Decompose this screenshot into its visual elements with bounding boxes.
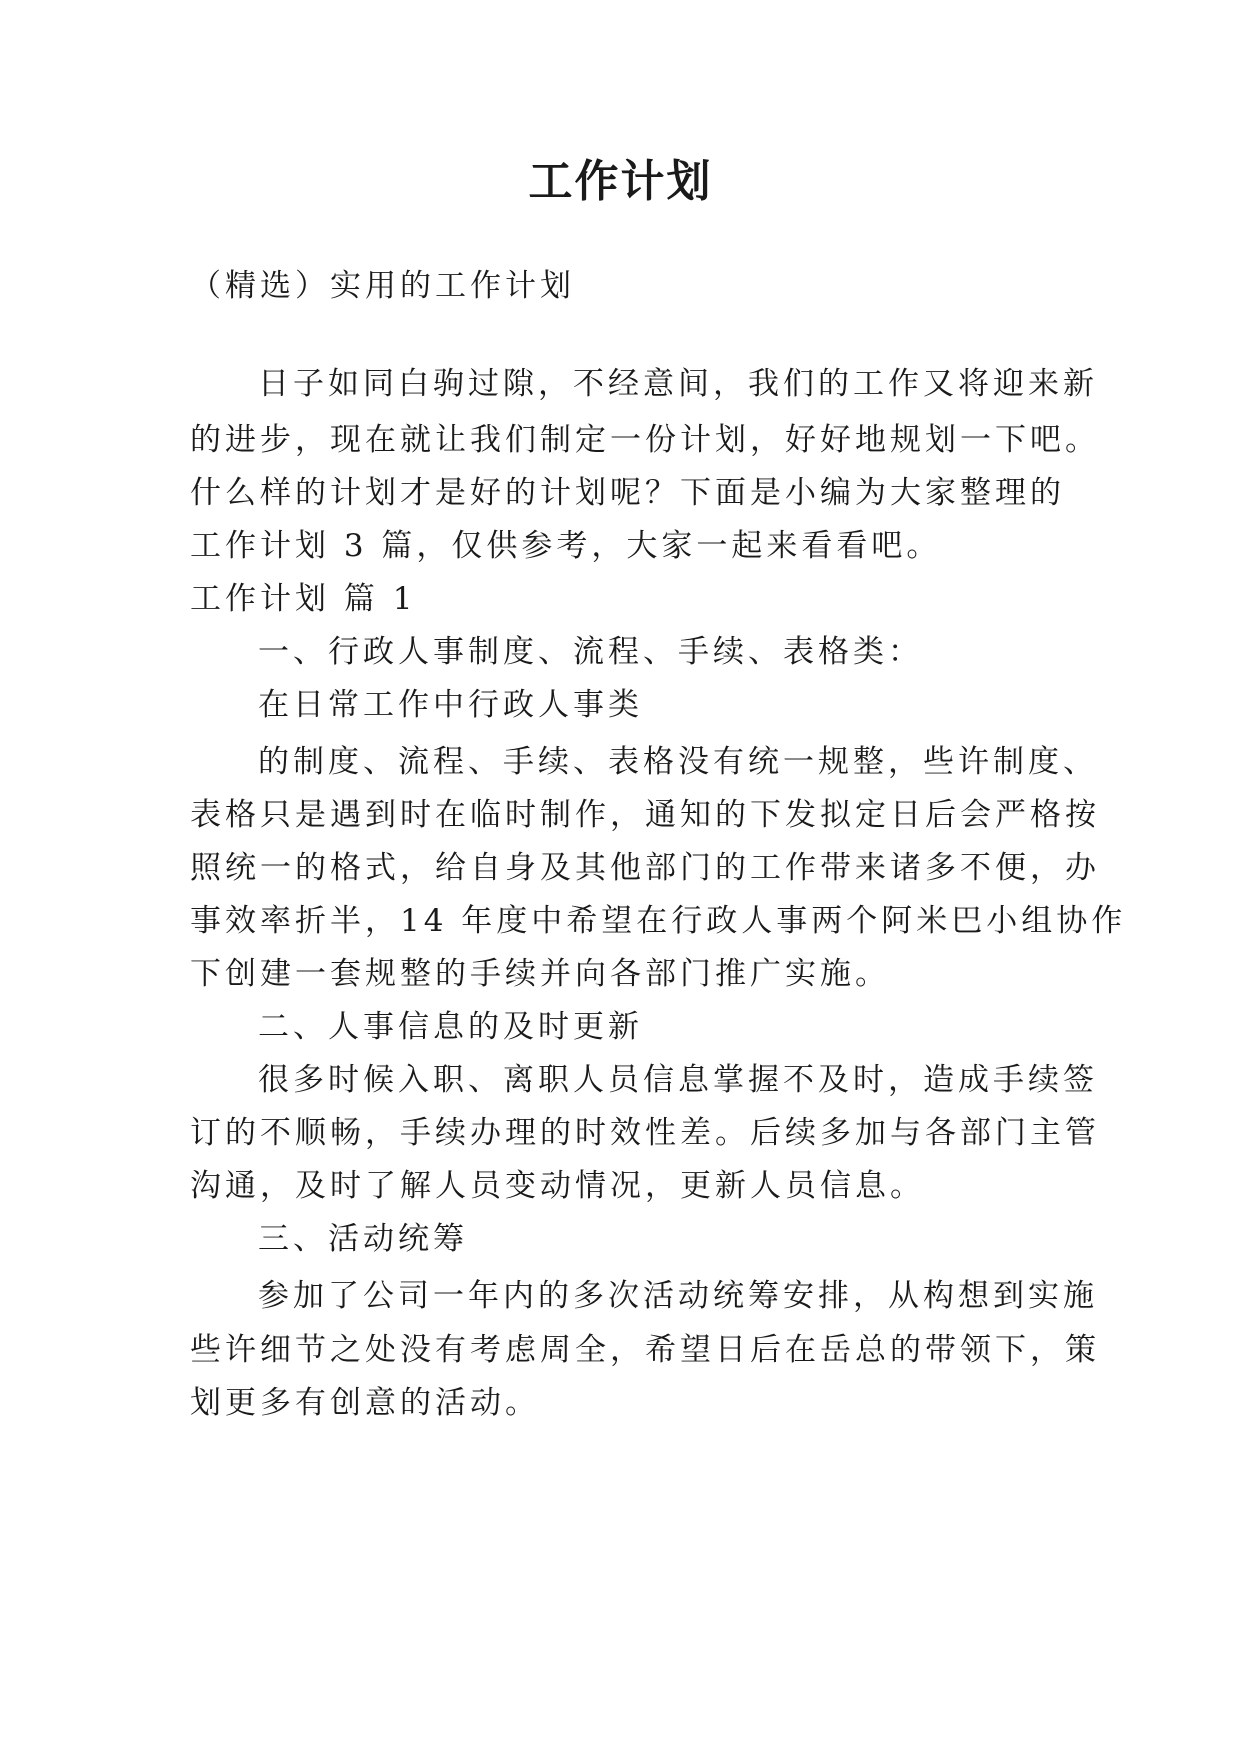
document-subtitle: （精选）实用的工作计划 — [190, 268, 575, 304]
body-line: 很多时候入职、离职人员信息掌握不及时，造成手续签 — [258, 1062, 1098, 1098]
body-line: 的进步，现在就让我们制定一份计划，好好地规划一下吧。 — [190, 422, 1100, 458]
body-line: 下创建一套规整的手续并向各部门推广实施。 — [190, 956, 890, 992]
subheading: 一、行政人事制度、流程、手续、表格类： — [258, 634, 923, 670]
body-line: 些许细节之处没有考虑周全，希望日后在岳总的带领下，策 — [190, 1332, 1100, 1368]
section-heading: 工作计划 篇 1 — [190, 581, 417, 617]
body-line: 沟通，及时了解人员变动情况，更新人员信息。 — [190, 1168, 925, 1204]
document-title: 工作计划 — [528, 156, 713, 207]
body-line: 工作计划 3 篇，仅供参考，大家一起来看看吧。 — [190, 528, 942, 564]
body-line: 在日常工作中行政人事类 — [258, 687, 643, 723]
body-line: 什么样的计划才是好的计划呢？下面是小编为大家整理的 — [190, 475, 1065, 511]
subheading: 二、人事信息的及时更新 — [258, 1009, 643, 1045]
body-line: 参加了公司一年内的多次活动统筹安排，从构想到实施 — [258, 1278, 1098, 1314]
body-line: 表格只是遇到时在临时制作，通知的下发拟定日后会严格按 — [190, 797, 1100, 833]
body-line: 划更多有创意的活动。 — [190, 1385, 540, 1421]
body-line: 的制度、流程、手续、表格没有统一规整，些许制度、 — [258, 744, 1098, 780]
subheading: 三、活动统筹 — [258, 1221, 468, 1257]
body-line: 日子如同白驹过隙，不经意间，我们的工作又将迎来新 — [258, 366, 1098, 402]
body-line: 订的不顺畅，手续办理的时效性差。后续多加与各部门主管 — [190, 1115, 1100, 1151]
body-line: 事效率折半，14 年度中希望在行政人事两个阿米巴小组协作 — [190, 903, 1127, 939]
body-line: 照统一的格式，给自身及其他部门的工作带来诸多不便，办 — [190, 850, 1100, 886]
